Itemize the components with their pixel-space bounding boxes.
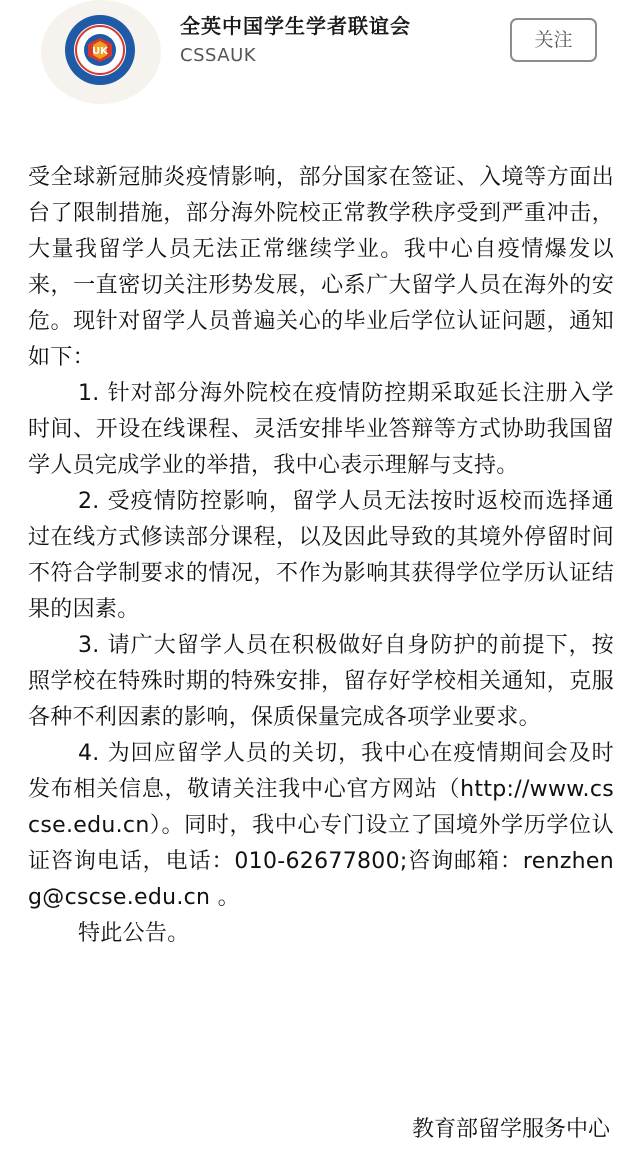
account-id: CSSAUK xyxy=(180,45,257,66)
article-intro: 受全球新冠肺炎疫情影响，部分国家在签证、入境等方面出台了限制措施，部分海外院校正常教学秩序受到严重冲击，大量我留学人员无法正常继续学业。我中心自疫情爆发以来，一直密切关注形势发展，心系广大留学人员在海外的安危。现针对留学人员普遍关心的毕业后学位认证问题，通知如下： xyxy=(28,165,614,370)
article-closing: 特此公告。 xyxy=(78,921,190,946)
account-header xyxy=(0,0,640,130)
account-name[interactable]: 全英中国学生学者联谊会 xyxy=(180,14,411,38)
article-item-4: 4. 为回应留学人员的关切，我中心在疫情期间会及时发布相关信息，敬请关注我中心官方网站（http://www.cscse.edu.cn）。同时，我中心专门设立了国境外学历学位认证咨询电话，电话：010-62677800;咨询邮箱：renzheng@cscse.edu.cn 。 xyxy=(28,741,614,910)
svg-text:UK: UK xyxy=(92,46,108,57)
follow-button[interactable]: 关注 xyxy=(510,18,597,62)
cssauk-logo-icon[interactable] xyxy=(64,14,136,86)
article-item-2: 2. 受疫情防控影响，留学人员无法按时返校而选择通过在线方式修读部分课程，以及因此导致的其境外停留时间不符合学制要求的情况，不作为影响其获得学位学历认证结果的因素。 xyxy=(28,489,614,622)
article-signature: 教育部留学服务中心 xyxy=(411,1117,610,1142)
article-item-3: 3. 请广大留学人员在积极做好自身防护的前提下，按照学校在特殊时期的特殊安排，留存好学校相关通知，克服各种不利因素的影响，保质保量完成各项学业要求。 xyxy=(28,633,614,730)
article-body xyxy=(28,160,614,952)
article-item-1: 1. 针对部分海外院校在疫情防控期采取延长注册入学时间、开设在线课程、灵活安排毕业答辩等方式协助我国留学人员完成学业的举措，我中心表示理解与支持。 xyxy=(28,381,614,478)
